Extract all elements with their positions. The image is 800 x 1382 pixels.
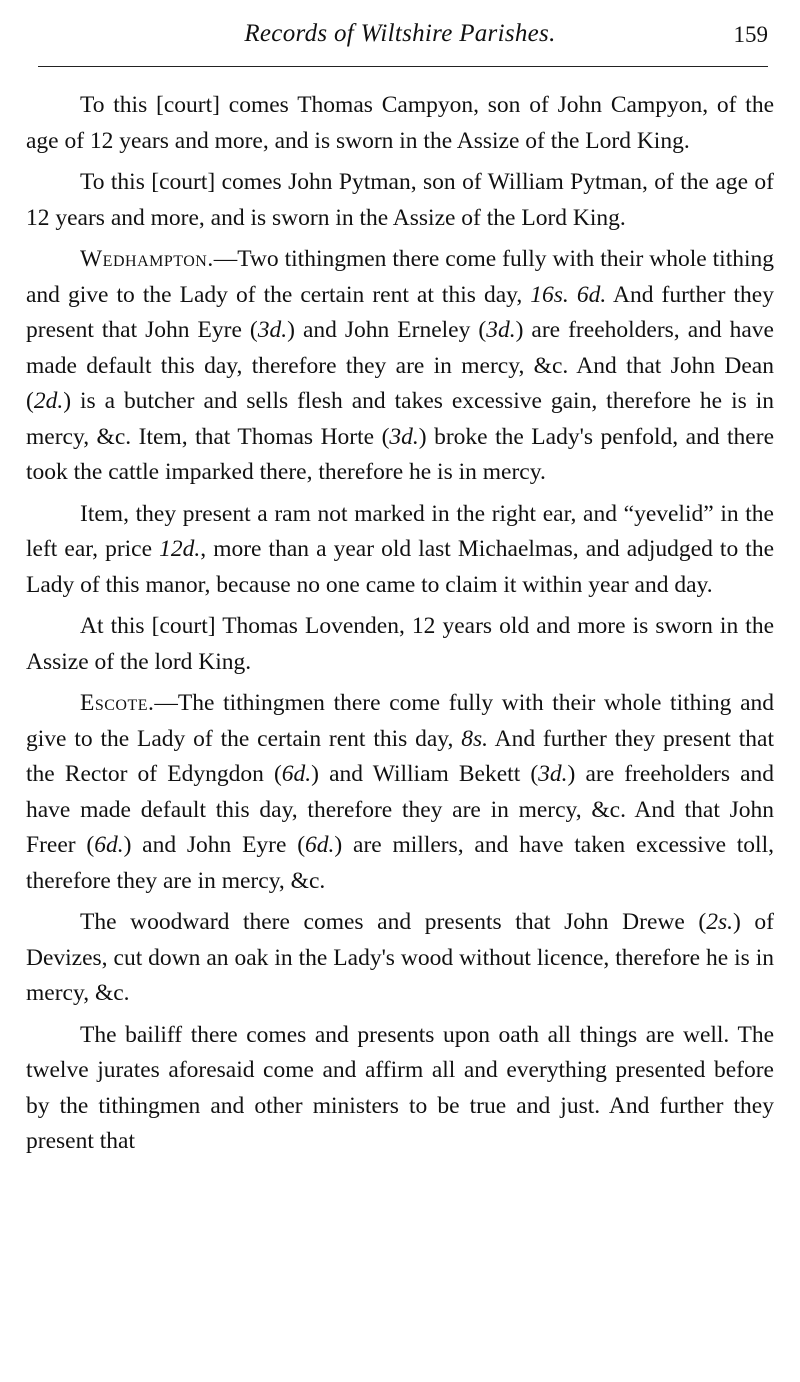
text-segment: And further they present that John Eyre ( [26,281,774,343]
text-segment: —Two tithingmen there come fully with their whole tithing and give to the Lady of the certain rent at this day, [26,246,774,308]
text-segment: 3d. [486,317,516,343]
body-text [26,88,774,1166]
text-segment: ) are freeholders and have made default this day, therefore they are in mercy, &c. And that John Freer ( [26,761,775,858]
text-segment: ) are millers, and have taken excessive toll, therefore they are in mercy, &c. [26,832,774,894]
text-segment: To this [court] comes John Pytman, son of William Pytman, of the age of 12 years and more, and is sworn in the Assize of the Lord King. [26,169,774,231]
page-number: 159 [733,22,768,47]
text-segment: —The tithingmen there come fully with their whole tithing and give to the Lady of the certain rent this day, [26,690,774,752]
text-segment: Item, they present a ram not marked in the right ear, and “yevelid” in the left ear, price [26,500,774,562]
text-segment: 6d. [305,832,335,858]
text-segment: 6d. [281,761,312,787]
text-segment: At this [court] Thomas Lovenden, 12 years old and more is sworn in the Assize of the lord King. [26,613,774,675]
paragraph [26,497,774,604]
text-segment: ) and John Erneley ( [287,317,487,343]
paragraph [26,165,774,236]
paragraph [26,88,774,159]
text-segment: 3d. [257,317,288,343]
text-segment: Wedhampton. [80,246,214,272]
text-segment: 3d. [389,423,419,450]
text-segment: 2s. [706,909,733,935]
header-rule [38,66,768,67]
text-segment: 3d. [538,761,568,787]
text-segment: The bailiff there comes and presents upon oath all things are well. The twelve jurates aforesaid come and affirm all and everything presented before by the tithingmen and other ministers to be true and just. And further they present that [26,1021,774,1154]
paragraph [26,609,774,680]
text-segment: , more than a year old last Michaelmas, and adjudged to the Lady of this manor, because no one came to claim it within year and day. [26,536,774,598]
text-segment: 8s. [461,725,489,752]
text-segment: ) and John Eyre ( [123,832,306,858]
text-segment: Escote. [80,690,155,716]
running-title: Records of Wiltshire Parishes. [244,20,556,47]
text-segment: ) broke the Lady's penfold, and there took the cattle imparked there, therefore he is in mercy. [26,423,774,485]
text-segment: To this [court] comes Thomas Campyon, son of John Campyon, of the age of 12 years and more, and is sworn in the Assize of the Lord King. [26,92,774,154]
running-head [26,14,774,54]
text-segment: ) are freeholders, and have made default this day, therefore they are in mercy, &c. And that John Dean ( [26,317,774,414]
text-segment: 2d. [33,388,64,414]
text-segment: The woodward there comes and presents that John Drewe ( [80,909,707,935]
paragraph [26,1018,774,1160]
paragraph [26,905,774,1012]
text-segment: 16s. 6d. [530,281,607,308]
text-segment: ) and William Bekett ( [311,761,539,787]
paragraph [26,686,774,899]
text-segment: 12d. [159,536,201,562]
paragraph [26,242,774,491]
text-segment: ) is a butcher and sells flesh and takes excessive gain, therefore he is in mercy, &c. Item, that Thomas Horte ( [26,388,774,450]
text-segment: ) of Devizes, cut down an oak in the Lady's wood without licence, therefore he is in mercy, &c. [26,909,774,1006]
text-segment: And further they present that the Rector of Edyngdon ( [26,725,774,787]
text-segment: 6d. [94,832,124,858]
